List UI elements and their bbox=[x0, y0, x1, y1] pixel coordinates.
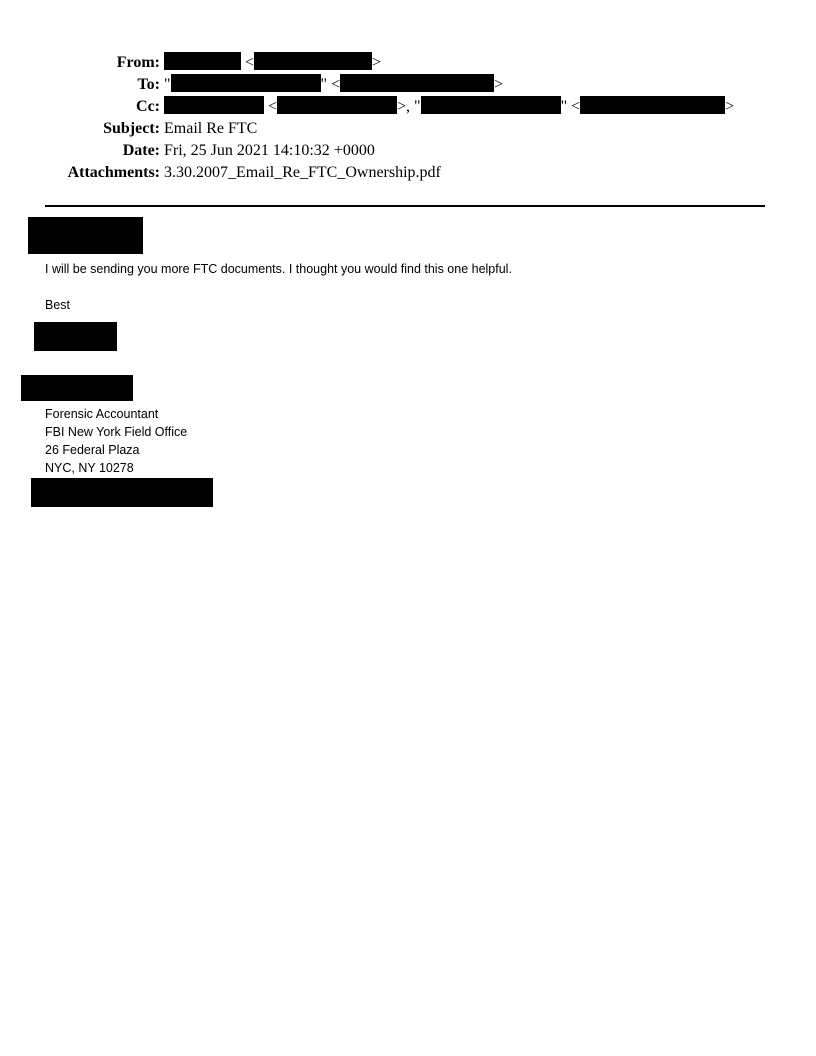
message-body: I will be sending you more FTC documents. I thought you would find this one helpful. bbox=[45, 262, 512, 276]
attachment-link[interactable]: 3.30.2007_Email_Re_FTC_Ownership.pdf bbox=[164, 164, 441, 181]
subject-label: Subject: bbox=[103, 120, 160, 137]
attachments-row bbox=[0, 162, 816, 184]
to-row: To: " " < > bbox=[0, 74, 816, 96]
redacted-contact bbox=[31, 478, 213, 507]
redacted-greeting bbox=[28, 217, 143, 254]
signature-block bbox=[45, 405, 187, 477]
signature-city: NYC, NY 10278 bbox=[45, 461, 134, 475]
closing: Best bbox=[45, 298, 71, 312]
to-label: To: bbox=[137, 76, 160, 93]
attachments-label: Attachments: bbox=[67, 164, 160, 181]
cc-row: Cc: < >, " " < > bbox=[0, 96, 816, 118]
subject-row bbox=[0, 118, 816, 140]
date-row bbox=[0, 140, 816, 162]
date-value: Fri, 25 Jun 2021 14:10:32 +0000 bbox=[164, 142, 375, 159]
redaction-block bbox=[164, 52, 241, 70]
from-label: From: bbox=[116, 54, 160, 71]
redaction-block bbox=[340, 74, 494, 92]
email-header bbox=[0, 52, 816, 184]
redaction-block bbox=[277, 96, 397, 114]
cc-label: Cc: bbox=[136, 98, 160, 115]
redaction-block bbox=[254, 52, 372, 70]
redaction-block bbox=[171, 74, 321, 92]
header-divider bbox=[45, 205, 765, 207]
signature-office: FBI New York Field Office bbox=[45, 425, 188, 439]
date-label: Date: bbox=[122, 142, 160, 159]
redaction-block bbox=[580, 96, 725, 114]
signature-title: Forensic Accountant bbox=[45, 407, 159, 421]
redacted-signature-name bbox=[21, 375, 133, 401]
signature-street: 26 Federal Plaza bbox=[45, 443, 140, 457]
subject-value: Email Re FTC bbox=[164, 120, 258, 137]
redaction-block bbox=[164, 96, 264, 114]
redaction-block bbox=[421, 96, 561, 114]
from-row: From: < > bbox=[0, 52, 816, 74]
redacted-sender-name bbox=[34, 322, 117, 351]
